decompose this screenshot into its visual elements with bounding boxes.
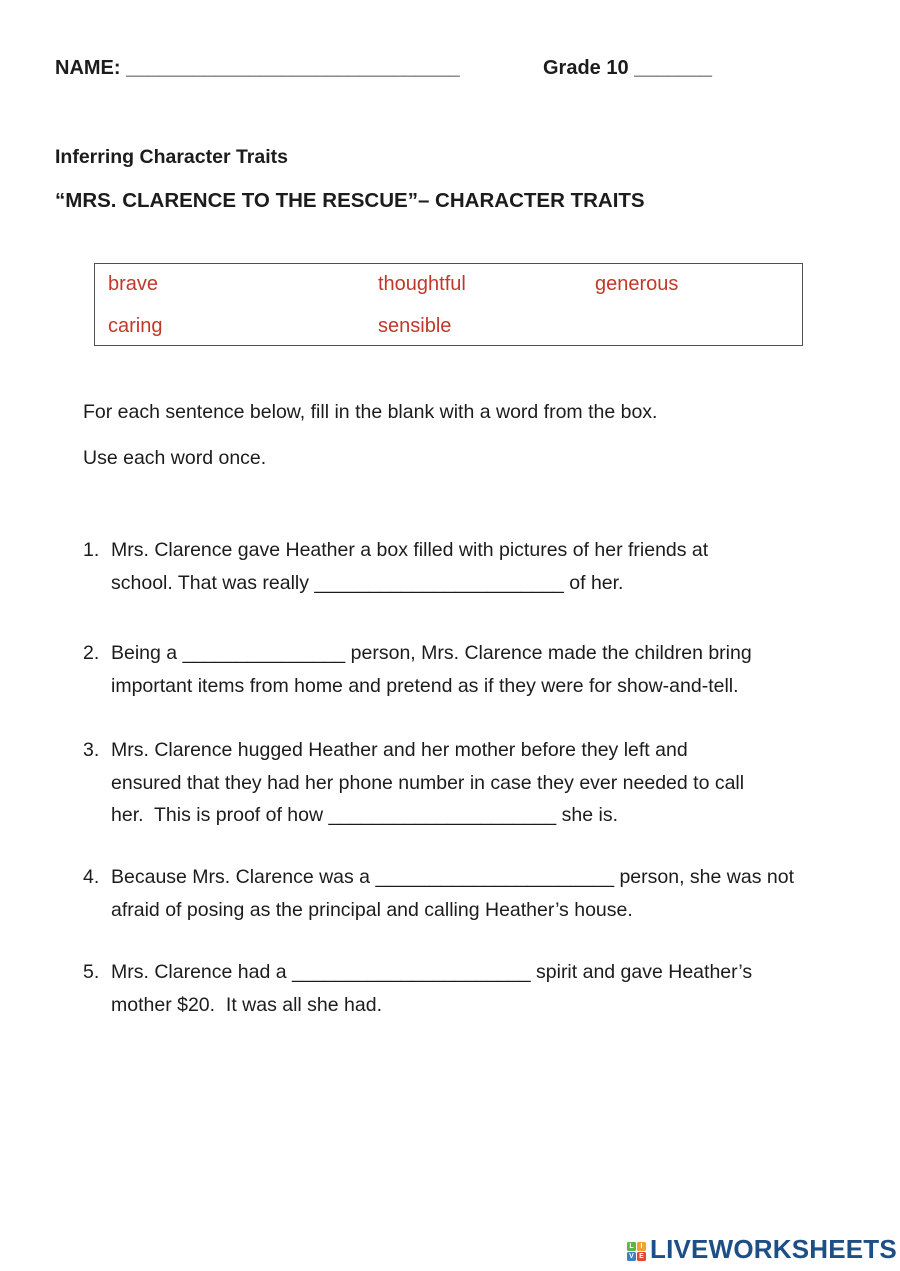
- logo-tile-e: E: [637, 1252, 646, 1261]
- answer-blank-field[interactable]: _____________________: [328, 804, 557, 826]
- question-line: [111, 637, 878, 670]
- sentence-text: Being a: [111, 642, 183, 664]
- name-label: NAME:: [55, 57, 121, 79]
- word-bank-word: thoughtful: [378, 273, 466, 295]
- sentence-text: Because Mrs. Clarence was a: [111, 866, 376, 888]
- question-line: [111, 956, 878, 989]
- instruction-line: For each sentence below, fill in the blank with a word from the box.: [83, 401, 658, 423]
- question-line: [111, 767, 878, 800]
- answer-blank-field[interactable]: _______________________: [314, 571, 564, 594]
- question-text: [111, 861, 878, 926]
- header-row: [55, 57, 855, 80]
- question-line: [111, 670, 878, 703]
- sentence-text: important items from home and pretend as if they were for show-and-tell.: [111, 674, 739, 697]
- question-text: [111, 534, 878, 599]
- grade-blank-field[interactable]: _______: [634, 57, 713, 79]
- question-number: 4.: [83, 866, 100, 888]
- sentence-text: school. That was really: [111, 571, 315, 594]
- question-item-3: [83, 734, 878, 832]
- word-bank-word: generous: [595, 273, 679, 295]
- grade-group: [543, 57, 712, 80]
- sentence-text: her. This is proof of how: [111, 804, 329, 826]
- sentence-text: mother $20. It was all she had.: [111, 993, 382, 1016]
- logo-tile-v: V: [627, 1252, 636, 1261]
- sentence-text: afraid of posing as the principal and calling Heather’s house.: [111, 898, 633, 921]
- instruction-line: Use each word once.: [83, 447, 267, 469]
- section-heading: Inferring Character Traits: [55, 146, 288, 168]
- word-bank-row: [108, 315, 788, 338]
- question-number: 1.: [83, 539, 100, 561]
- answer-blank-field[interactable]: _______________: [182, 642, 346, 664]
- logo-tile-i: I: [637, 1242, 646, 1251]
- logo-tile-l: L: [627, 1242, 636, 1251]
- question-line: [111, 799, 878, 832]
- question-line: [111, 567, 878, 600]
- sentence-text: person, she was not: [614, 866, 794, 888]
- question-line: [111, 734, 878, 767]
- question-number: 3.: [83, 739, 100, 761]
- question-line: [111, 989, 878, 1022]
- sentence-text: ensured that they had her phone number in case they ever needed to call: [111, 771, 745, 794]
- question-line: [111, 534, 878, 567]
- word-bank-box: [94, 263, 803, 346]
- worksheet-title: “MRS. CLARENCE TO THE RESCUE”– CHARACTER TRAITS: [55, 189, 645, 212]
- question-line: [111, 894, 878, 927]
- sentence-text: Mrs. Clarence gave Heather a box filled with pictures of her friends at: [111, 539, 709, 561]
- answer-blank-field[interactable]: ______________________: [292, 961, 531, 983]
- word-bank-word: sensible: [378, 315, 452, 337]
- liveworksheets-tiles-icon: [627, 1242, 647, 1262]
- question-item-4: [83, 861, 878, 926]
- sentence-text: of her.: [563, 571, 624, 594]
- question-number: 2.: [83, 642, 100, 664]
- name-blank-field[interactable]: ______________________________: [126, 57, 460, 79]
- question-text: [111, 956, 878, 1021]
- question-item-1: [83, 534, 878, 599]
- question-item-5: [83, 956, 878, 1021]
- liveworksheets-logo[interactable]: [627, 1234, 897, 1265]
- word-bank-word: caring: [108, 315, 163, 337]
- sentence-text: spirit and gave Heather’s: [530, 961, 753, 983]
- sentence-text: person, Mrs. Clarence made the children bring: [345, 642, 752, 664]
- sentence-text: Mrs. Clarence hugged Heather and her mother before they left and: [111, 739, 688, 761]
- grade-label: Grade 10: [543, 57, 629, 79]
- sentence-text: Mrs. Clarence had a: [111, 961, 292, 983]
- word-bank-row: [108, 273, 788, 296]
- question-number: 5.: [83, 961, 100, 983]
- question-line: [111, 861, 878, 894]
- question-item-2: [83, 637, 878, 702]
- word-bank-word: brave: [108, 273, 159, 295]
- question-text: [111, 734, 878, 832]
- sentence-text: she is.: [556, 804, 619, 826]
- answer-blank-field[interactable]: ______________________: [375, 866, 615, 888]
- question-text: [111, 637, 878, 702]
- liveworksheets-wordmark: LIVEWORKSHEETS: [650, 1234, 897, 1264]
